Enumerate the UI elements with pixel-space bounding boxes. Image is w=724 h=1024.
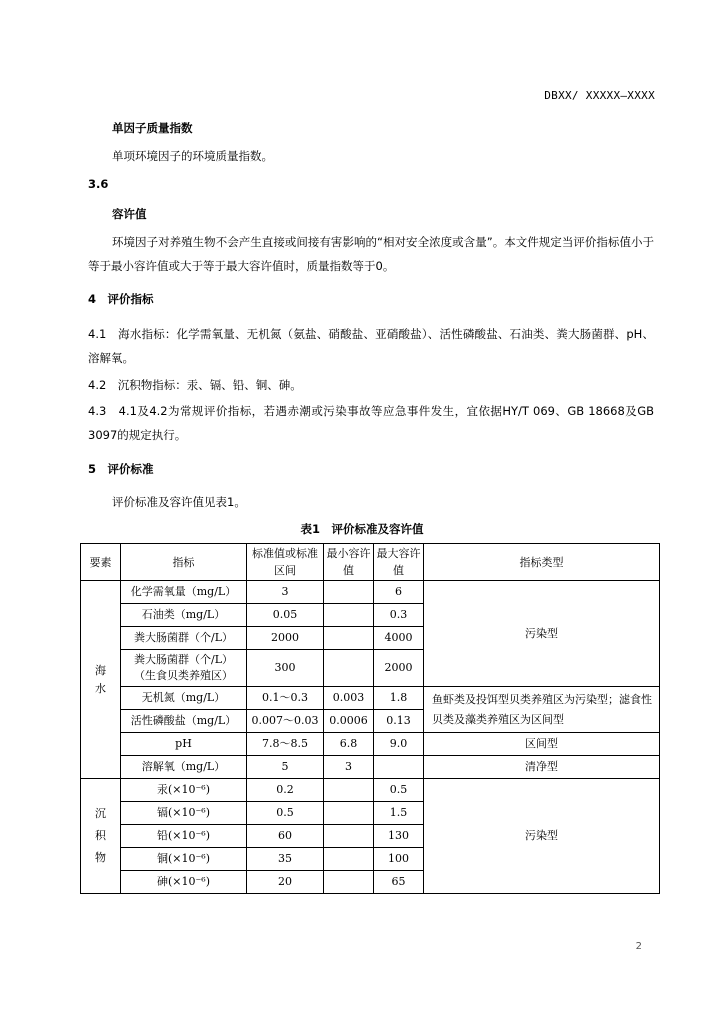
cell-min <box>324 650 374 687</box>
cell-indicator: 无机氮（mg/L） <box>121 687 247 710</box>
header-standard: 标准值或标准区间 <box>247 544 324 581</box>
cell-standard: 0.05 <box>247 604 324 627</box>
cell-indicator: 汞(×10⁻⁶) <box>121 779 247 802</box>
cell-indicator: 溶解氧（mg/L） <box>121 756 247 779</box>
header-element: 要素 <box>81 544 121 581</box>
cell-max: 9.0 <box>374 733 424 756</box>
section-5-title: 5 评价标准 <box>88 462 154 476</box>
cell-min: 0.003 <box>324 687 374 710</box>
cell-max: 6 <box>374 581 424 604</box>
cell-min <box>324 871 374 894</box>
cell-max: 1.5 <box>374 802 424 825</box>
header-type: 指标类型 <box>424 544 660 581</box>
cell-indicator: 化学需氧量（mg/L） <box>121 581 247 604</box>
section-3-5-body: 单项环境因子的环境质量指数。 <box>112 149 273 163</box>
cell-indicator: 砷(×10⁻⁶) <box>121 871 247 894</box>
cell-standard: 60 <box>247 825 324 848</box>
type-clean: 清净型 <box>424 756 660 779</box>
table-row <box>81 779 660 802</box>
section-3-6-body: 环境因子对养殖生物不会产生直接或间接有害影响的“相对安全浓度或含量”。本文件规定当评价指标值小于等于最小容许值或大于等于最大容许值时，质量指数等于0。 <box>88 235 654 273</box>
evaluation-standards-table <box>80 543 660 894</box>
table-row <box>81 581 660 604</box>
cell-min <box>324 627 374 650</box>
table-row <box>81 756 660 779</box>
cell-standard: 20 <box>247 871 324 894</box>
section-3-5-title: 单因子质量指数 <box>112 121 193 135</box>
cell-standard: 0.1～0.3 <box>247 687 324 710</box>
cell-max: 65 <box>374 871 424 894</box>
cell-indicator: 粪大肠菌群（个/L） <box>121 627 247 650</box>
sediment-label: 沉积物 <box>81 779 121 894</box>
section-4-title: 4 评价指标 <box>88 292 154 306</box>
table-row <box>81 687 660 710</box>
type-pollution-sediment: 污染型 <box>424 779 660 894</box>
cell-standard: 0.5 <box>247 802 324 825</box>
cell-min <box>324 604 374 627</box>
cell-indicator: 粪大肠菌群（个/L）（生食贝类养殖区） <box>121 650 247 687</box>
cell-max: 1.8 <box>374 687 424 710</box>
cell-min: 0.0006 <box>324 710 374 733</box>
cell-min <box>324 779 374 802</box>
cell-min <box>324 825 374 848</box>
header-indicator: 指标 <box>121 544 247 581</box>
cell-standard: 2000 <box>247 627 324 650</box>
cell-indicator: pH <box>121 733 247 756</box>
cell-max: 0.5 <box>374 779 424 802</box>
header-min: 最小容许值 <box>324 544 374 581</box>
cell-standard: 35 <box>247 848 324 871</box>
cell-indicator: 铜(×10⁻⁶) <box>121 848 247 871</box>
section-4-2: 4.2 沉积物指标：汞、镉、铅、铜、砷。 <box>88 378 302 392</box>
table-caption: 表1 评价标准及容许值 <box>300 522 424 536</box>
cell-min <box>324 848 374 871</box>
cell-max: 130 <box>374 825 424 848</box>
cell-min <box>324 802 374 825</box>
cell-max: 4000 <box>374 627 424 650</box>
cell-max: 2000 <box>374 650 424 687</box>
cell-standard: 7.8～8.5 <box>247 733 324 756</box>
section-5-body: 评价标准及容许值见表1。 <box>112 495 246 509</box>
cell-max: 100 <box>374 848 424 871</box>
header-max: 最大容许值 <box>374 544 424 581</box>
section-3-6-title: 容许值 <box>112 207 147 221</box>
section-3-6-number: 3.6 <box>88 177 109 191</box>
cell-min <box>324 581 374 604</box>
type-interval: 区间型 <box>424 733 660 756</box>
document-code: DBXX/ XXXXX—XXXX <box>544 89 655 102</box>
cell-standard: 0.2 <box>247 779 324 802</box>
type-pollution-seawater: 污染型 <box>424 581 660 687</box>
cell-indicator: 铅(×10⁻⁶) <box>121 825 247 848</box>
section-4-1: 4.1 海水指标：化学需氧量、无机氮（氨盐、硝酸盐、亚硝酸盐）、活性磷酸盐、石油类、粪大肠菌群、pH、溶解氧。 <box>88 327 654 365</box>
cell-max: 0.13 <box>374 710 424 733</box>
cell-standard: 0.007～0.03 <box>247 710 324 733</box>
cell-min: 3 <box>324 756 374 779</box>
cell-standard: 5 <box>247 756 324 779</box>
section-4-3: 4.3 4.1及4.2为常规评价指标，若遇赤潮或污染事故等应急事件发生，宜依据HY/T 069、GB 18668及GB 3097的规定执行。 <box>88 404 654 442</box>
type-mixed: 鱼虾类及投饵型贝类养殖区为污染型；滤食性贝类及藻类养殖区为区间型 <box>424 687 660 733</box>
cell-standard: 3 <box>247 581 324 604</box>
seawater-label: 海水 <box>81 581 121 779</box>
cell-indicator: 石油类（mg/L） <box>121 604 247 627</box>
cell-indicator: 活性磷酸盐（mg/L） <box>121 710 247 733</box>
table-row <box>81 733 660 756</box>
page-number: 2 <box>635 941 642 952</box>
cell-min: 6.8 <box>324 733 374 756</box>
table-header-row <box>81 544 660 581</box>
cell-max: 0.3 <box>374 604 424 627</box>
cell-standard: 300 <box>247 650 324 687</box>
cell-max <box>374 756 424 779</box>
cell-indicator: 镉(×10⁻⁶) <box>121 802 247 825</box>
